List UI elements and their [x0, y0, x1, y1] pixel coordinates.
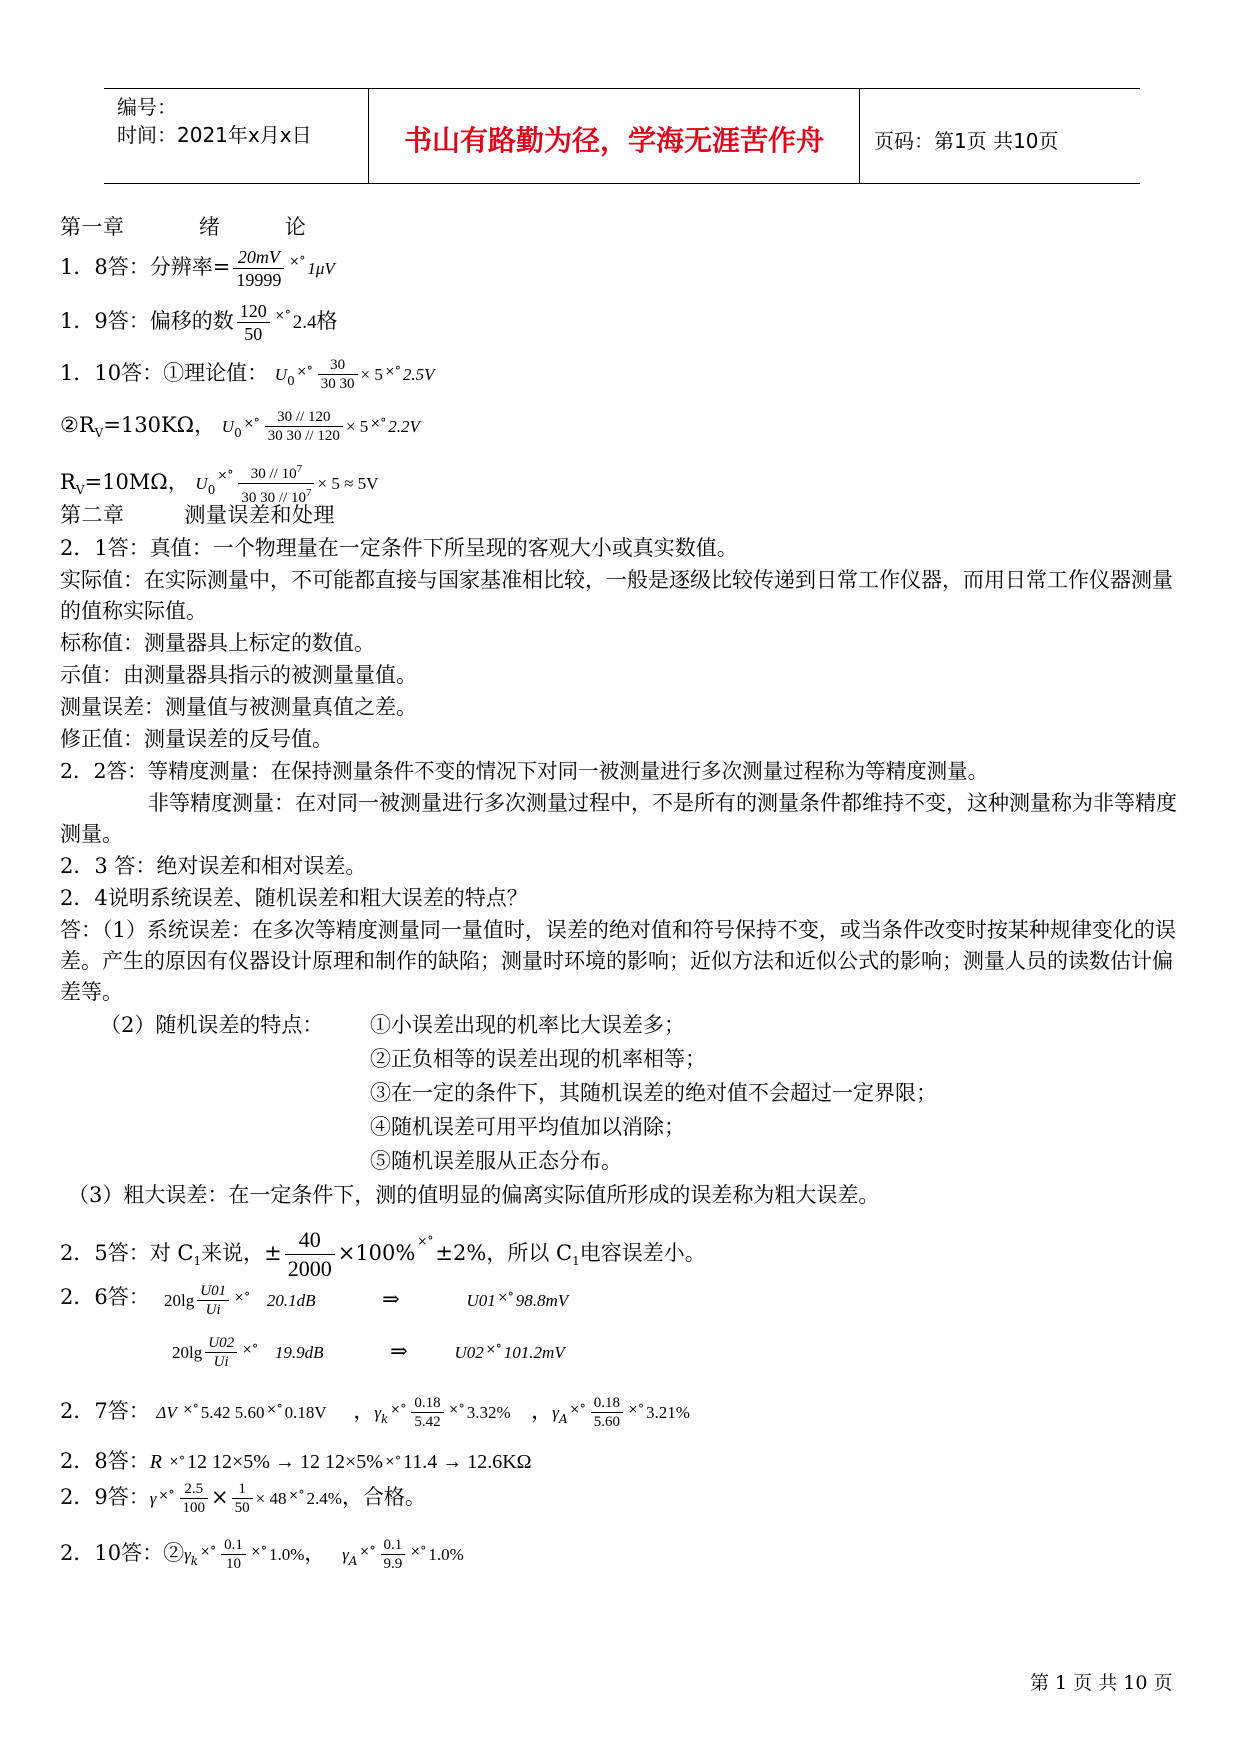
random-error-item-5: ⑤随机误差服从正态分布。	[370, 1149, 622, 1173]
fraction-numerator: 0.1	[221, 1536, 246, 1555]
answer-2-5-prefix: 2．5答：对 C	[60, 1241, 194, 1265]
chapter2-number: 第二章	[60, 503, 125, 527]
answer-2-9-end: ，合格。	[341, 1485, 426, 1509]
answer-2-9-result: 2.4%	[306, 1489, 342, 1508]
answer-1-10c-rv: =10MΩ，	[84, 470, 189, 494]
answer-2-9-tail: × 48	[255, 1489, 287, 1508]
answer-2-7-gamma-a-fraction	[591, 1394, 623, 1431]
answer-2-5-fraction	[285, 1226, 335, 1283]
log-prefix: 20lg	[164, 1291, 195, 1310]
fraction-numerator: 2.5	[180, 1480, 209, 1499]
answer-2-10: 2．10答：$②\gamma_k^{\times^\circ}$ $\frac{0.1}{10}$ ×° 1.0%， $\gamma_A^{\times^\circ}$ $\frac{0.1}{9.9}$ ×° 1.0%	[60, 1537, 464, 1572]
answer-2-10-prefix: 2．10答：②	[60, 1541, 185, 1565]
answer-2-6	[60, 1282, 150, 1312]
fraction-denominator: 5.42	[414, 1414, 441, 1430]
paragraph-measurement-error: 测量误差：测量值与被测量真值之差。	[60, 695, 417, 719]
paragraph-indicated-value: 示值：由测量器具指示的被测量量值。	[60, 663, 417, 687]
answer-1-9: 1．9答：偏移的数 $\frac{120}{50}$ ×° 2.4格	[60, 301, 338, 344]
answer-2-6-line-a: 20lg $\frac{U01}{Ui}$ ×° 20.1dB ⇒ U01 ×° 98.8mV	[164, 1283, 569, 1318]
answer-1-8-result: 1μV	[307, 259, 335, 278]
answer-2-7-values: 5.42 5.60	[200, 1403, 265, 1422]
fraction-numerator: 30	[318, 356, 358, 375]
answer-2-7-result: 0.18V	[284, 1403, 327, 1422]
answer-2-5-tail: ×100%	[337, 1241, 416, 1265]
motto: 书山有路勤为径，学海无涯苦作舟	[403, 124, 824, 157]
answer-1-9-fraction	[237, 300, 270, 345]
paragraph-correction-value: 修正值：测量误差的反号值。	[60, 727, 333, 751]
random-error-label: （2）随机误差的特点：	[100, 1013, 324, 1037]
chapter2-title	[60, 500, 335, 530]
paragraph-2-1: 2．1答：真值：一个物理量在一定条件下所呈现的客观大小或真实数值。	[60, 536, 738, 560]
answer-2-10-fraction-1	[221, 1536, 246, 1573]
answer-2-8-body: 12 12×5% → 12 12×5%	[187, 1451, 383, 1473]
implies-arrow: ⇒	[382, 1287, 400, 1311]
paragraph-2-3: 2．3 答：绝对误差和相对误差。	[60, 854, 367, 878]
fraction-numerator: U02	[205, 1334, 237, 1353]
fraction-denominator: Ui	[205, 1302, 221, 1318]
answer-2-7-gamma-k: 3.32%	[466, 1403, 511, 1422]
answer-2-8: 2．8答：R ×° 12 12×5% → 12 12×5% ×° 11.4 → 12.6KΩ	[60, 1449, 532, 1473]
answer-1-10: 1．10答：①理论值： $U_0^{\times^\circ}$ $\frac{30}{30 30}$ × 5 ×° 2.5V	[60, 357, 435, 392]
answer-1-9-suffix: 格	[316, 309, 338, 333]
header-left-cell	[104, 89, 368, 183]
answer-2-6b-db: 19.9dB	[274, 1343, 324, 1362]
chapter1-word-1: 绪	[198, 215, 221, 239]
answer-1-9-result: 2.4	[292, 312, 317, 333]
random-error-item-2: ②正负相等的误差出现的机率相等；	[370, 1047, 706, 1071]
header-center-cell	[368, 89, 860, 183]
fraction-denominator: 2000	[287, 1256, 332, 1281]
chapter1-title	[60, 212, 306, 242]
paragraph-actual-value: 实际值：在实际测量中，不可能都直接与国家基准相比较，一般是逐级比较传递到日常工作仪器，而用日常工作仪器测量的值称实际值。	[60, 568, 1173, 623]
paragraph-nominal-value: 标称值：测量器具上标定的数值。	[60, 631, 375, 655]
fraction-numerator: 0.1	[381, 1536, 406, 1555]
answer-2-10-result-1: 1.0%	[268, 1545, 305, 1564]
answer-2-5: 2．5答：对 $C_1$来说，± $\frac{40}{2000}$ ×100% ×°±2%，所以 $C_1$电容误差小。	[60, 1227, 706, 1281]
implies-arrow: ⇒	[390, 1339, 408, 1363]
chapter1-word-2: 论	[284, 215, 307, 239]
page-label: 页码：第1页 共10页	[874, 129, 1059, 153]
answer-2-6-prefix: 2．6答：	[60, 1285, 150, 1309]
answer-1-10-b: $②R_V=130K\Omega$， $U_0^{\times^\circ}$ $\frac{30 // 120}{30 30 // 120}$ × 5 ×° 2.2V	[60, 409, 420, 444]
answer-2-10-result-2: 1.0%	[428, 1545, 464, 1564]
paragraph-systematic-error: 答：（1）系统误差：在多次等精度测量同一量值时，误差的绝对值和符号保持不变，或当条件改变时按某种规律变化的误差。产生的原因有仪器设计原理和制作的缺陷；测量时环境的影响；近似方法和近似公式的影响；测量人员的读数估计偏差等。	[60, 918, 1176, 1004]
fraction-denominator: 50	[244, 324, 263, 344]
answer-1-10-tail: × 5	[360, 365, 383, 384]
random-error-item-3: ③在一定的条件下，其随机误差的绝对值不会超过一定界限；	[370, 1081, 937, 1105]
fraction-numerator: 120	[237, 300, 270, 323]
answer-2-9-fraction-1	[180, 1480, 209, 1517]
answer-1-10b-fraction	[265, 408, 343, 445]
answer-2-6a-result: 98.8mV	[515, 1291, 569, 1310]
answer-1-10c-fraction: $\frac{30 // 10^7}{30 30 // 10^7}$	[238, 460, 314, 507]
answer-1-10-fraction	[318, 356, 358, 393]
document-header	[104, 88, 1140, 184]
answer-1-8-fraction	[233, 246, 284, 291]
random-error-item-4: ④随机误差可用平均值加以消除；	[370, 1115, 685, 1139]
answer-1-10c-prefix: R	[60, 470, 76, 494]
answer-2-8-result: 11.4 → 12.6KΩ	[402, 1451, 532, 1473]
number-label: 编号：	[117, 95, 177, 119]
fraction-numerator: 30 // 10	[250, 466, 297, 482]
fraction-numerator: 0.18	[591, 1394, 623, 1413]
answer-2-6a-fraction	[197, 1282, 229, 1319]
paragraph-2-4: 2．4说明系统误差、随机误差和粗大误差的特点？	[60, 886, 528, 910]
answer-2-6b-result: 101.2mV	[503, 1343, 565, 1362]
chapter2-subtitle: 测量误差和处理	[184, 503, 335, 527]
header-right-cell	[860, 89, 1140, 183]
fraction-denominator: 30 30 // 10	[241, 490, 306, 506]
resistance-symbol: R	[149, 1451, 167, 1473]
answer-2-5-end: 电容误差小。	[579, 1241, 706, 1265]
answer-2-7-prefix: 2．7答：	[60, 1399, 150, 1423]
answer-1-10-result: 2.5V	[402, 365, 435, 384]
answer-1-10b-result: 2.2V	[388, 417, 420, 436]
answer-1-10b-prefix: ②R	[60, 413, 95, 437]
fraction-numerator: 20mV	[233, 246, 284, 269]
answer-2-6b-fraction	[205, 1334, 237, 1371]
answer-2-6a-db: 20.1dB	[266, 1291, 316, 1310]
answer-2-5-result: ±2%，所以 C	[435, 1241, 573, 1265]
voltage-symbol: U	[274, 365, 288, 384]
paragraph-unequal-precision: 非等精度测量：在对同一被测量进行多次测量过程中，不是所有的测量条件都维持不变，这种测量称为非等精度测量。	[60, 791, 1177, 846]
time-label: 时间：2021年x月x日	[117, 123, 312, 147]
answer-2-6a-symbol: U01	[466, 1291, 496, 1310]
answer-2-10-fraction-2	[381, 1536, 406, 1573]
delta-v: ΔV	[156, 1403, 181, 1422]
fraction-denominator: 50	[234, 1500, 250, 1516]
fraction-denominator: 30 30	[320, 376, 355, 392]
fraction-numerator: 40	[285, 1226, 335, 1255]
fraction-denominator: 10	[226, 1556, 242, 1572]
log-prefix: 20lg	[172, 1343, 203, 1362]
answer-2-7-gamma-a: 3.21%	[646, 1403, 690, 1422]
fraction-denominator: 9.9	[383, 1556, 403, 1572]
answer-2-6-line-b: 20lg $\frac{U02}{Ui}$ ×° 19.9dB ⇒ U02 ×° 101.2mV	[172, 1335, 565, 1370]
answer-2-9: 2．9答：γ ×° $\frac{2.5}{100}$ × $\frac{1}{50}$ × 48 ×° 2.4%，合格。	[60, 1481, 426, 1516]
fraction-denominator: 19999	[236, 270, 282, 290]
paragraph-2-2: 2．2答：等精度测量：在保持测量条件不变的情况下对同一被测量进行多次测量过程称为等精度测量。	[60, 759, 989, 783]
answer-1-8: 1．8答：分辨率= $\frac{20mV}{19999}$ ×° 1μV	[60, 247, 335, 290]
answer-1-10b-tail: × 5	[345, 417, 369, 436]
answer-1-10-prefix: 1．10答：①理论值：	[60, 361, 269, 385]
random-error-item-1: ①小误差出现的机率比大误差多；	[370, 1013, 685, 1037]
fraction-numerator: 0.18	[411, 1394, 443, 1413]
answer-1-8-prefix: 1．8答：分辨率=	[60, 255, 231, 279]
answer-2-6b-symbol: U02	[454, 1343, 484, 1362]
fraction-denominator: 5.60	[593, 1414, 620, 1430]
fraction-numerator: 1	[232, 1480, 253, 1499]
answer-2-9-fraction-2	[232, 1480, 253, 1517]
chapter1-number: 第一章	[60, 215, 125, 239]
fraction-denominator: Ui	[213, 1354, 229, 1370]
answer-1-10-c: $R_V=10M\Omega$， $U_0^{\times^\circ}$ $\frac{30 // 10^7}{30 30 // 10^7}$ × 5 ≈ 5V	[60, 460, 378, 507]
fraction-numerator: 30 // 120	[265, 408, 343, 427]
answer-2-7: 2．7答： ΔV ×° 5.42 5.60 ×° 0.18V ，$\gamma_k^{\times^\circ}$ $\frac{0.18}{5.42}$ ×° 3.32% ，$\gamma_A^{\times^\circ}$ $\frac{0.18}{5.60}$ ×° 3.21%	[60, 1395, 690, 1430]
fraction-denominator: 30 30 // 120	[267, 428, 340, 444]
answer-1-10b-rv: =130KΩ，	[103, 413, 216, 437]
fraction-numerator: U01	[197, 1282, 229, 1301]
answer-2-7-gamma-k-fraction	[411, 1394, 443, 1431]
page-footer: 第 1 页 共 10 页	[1030, 1672, 1173, 1694]
answer-1-9-prefix: 1．9答：偏移的数	[60, 309, 234, 333]
answer-2-9-prefix: 2．9答：	[60, 1485, 150, 1509]
answer-1-10c-tail: × 5 ≈ 5V	[317, 474, 379, 493]
fraction-denominator: 100	[182, 1500, 205, 1516]
paragraph-gross-error: （3）粗大误差：在一定条件下，测的值明显的偏离实际值所形成的误差称为粗大误差。	[68, 1183, 880, 1207]
answer-2-5-mid: 来说，±	[201, 1241, 282, 1265]
answer-2-8-prefix: 2．8答：	[60, 1449, 150, 1473]
